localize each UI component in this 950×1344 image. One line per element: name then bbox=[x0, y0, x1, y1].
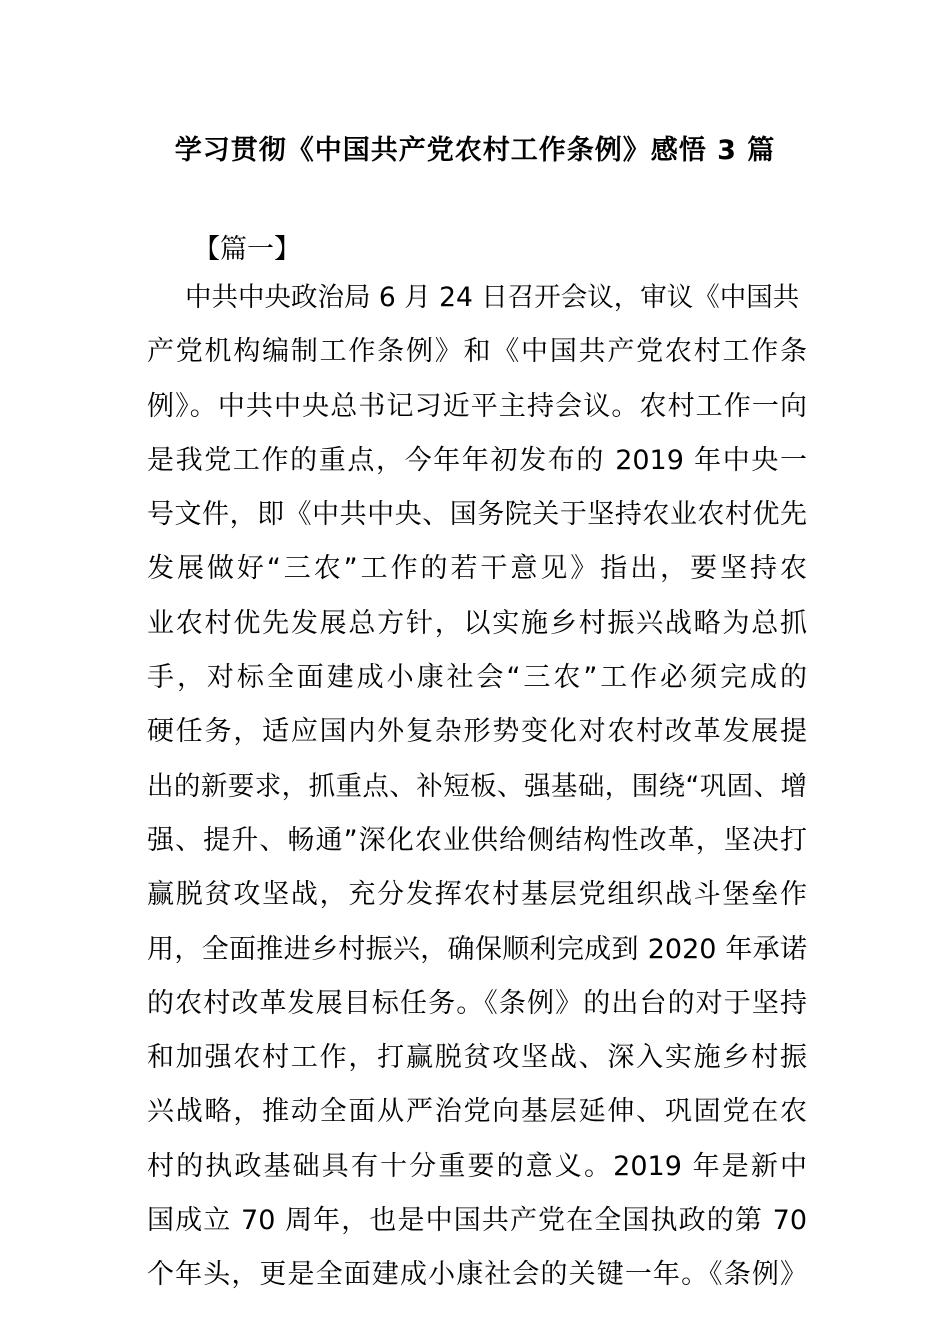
paragraph-line: 例》。中共中央总书记习近平主持会议。农村工作一向 bbox=[147, 390, 807, 422]
paragraph-line: 业农村优先发展总方针，以实施乡村振兴战略为总抓 bbox=[147, 607, 807, 639]
paragraph-line: 出的新要求，抓重点、补短板、强基础，围绕“巩固、增 bbox=[147, 770, 807, 802]
paragraph-line: 强、提升、畅通”深化农业供给侧结构性改革，坚决打 bbox=[147, 824, 807, 856]
body-paragraph bbox=[147, 271, 807, 1303]
paragraph-line: 是我党工作的重点，今年年初发布的 2019 年中央一 bbox=[147, 444, 807, 476]
paragraph-line: 赢脱贫攻坚战，充分发挥农村基层党组织战斗堡垒作 bbox=[147, 879, 807, 911]
paragraph-line: 村的执政基础具有十分重要的意义。2019 年是新中 bbox=[147, 1150, 807, 1182]
paragraph-line: 发展做好“三农”工作的若干意见》指出，要坚持农 bbox=[147, 553, 807, 585]
paragraph-line: 手，对标全面建成小康社会“三农”工作必须完成的 bbox=[147, 662, 807, 694]
paragraph-line: 产党机构编制工作条例》和《中国共产党农村工作条 bbox=[147, 336, 807, 368]
paragraph-line: 的农村改革发展目标任务。《条例》的出台的对于坚持 bbox=[147, 987, 807, 1019]
paragraph-line: 和加强农村工作，打赢脱贫攻坚战、深入实施乡村振 bbox=[147, 1042, 807, 1074]
document-title: 学习贯彻《中国共产党农村工作条例》感悟 3 篇 bbox=[174, 135, 776, 166]
paragraph-line: 国成立 70 周年，也是中国共产党在全国执政的第 70 bbox=[147, 1205, 807, 1237]
paragraph-line: 中共中央政治局 6 月 24 日召开会议，审议《中国共 bbox=[185, 282, 800, 313]
paragraph-line: 个年头，更是全面建成小康社会的关键一年。《条例》 bbox=[147, 1259, 807, 1291]
section-heading: 【篇一】 bbox=[193, 234, 301, 265]
paragraph-line: 用，全面推进乡村振兴，确保顺利完成到 2020 年承诺 bbox=[147, 933, 807, 965]
paragraph-line: 号文件，即《中共中央、国务院关于坚持农业农村优先 bbox=[147, 499, 807, 531]
paragraph-line: 兴战略，推动全面从严治党向基层延伸、巩固党在农 bbox=[147, 1096, 807, 1128]
paragraph-line: 硬任务，适应国内外复杂形势变化对农村改革发展提 bbox=[147, 716, 807, 748]
